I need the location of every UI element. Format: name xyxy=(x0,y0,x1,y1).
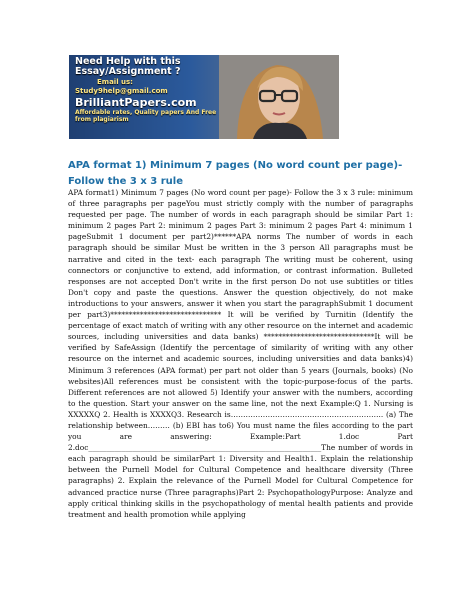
banner-email[interactable]: Study9help@gmail.com xyxy=(75,87,168,95)
banner-text xyxy=(75,57,225,123)
document-body xyxy=(68,187,413,520)
woman-with-glasses-photo xyxy=(219,55,339,139)
document-title: APA format 1) Minimum 7 pages (No word count per page)- Follow the 3 x 3 rule xyxy=(68,160,403,187)
body-paragraph: APA format1) Minimum 7 pages (No word count per page)- Follow the 3 x 3 rule: minimum of three paragraphs per pageYou must strictly comply with the number of paragraphs requested per page. The number of words in each paragraph should be similar Part 1: minimum 2 pages Part 2: minimum 2 pages Part 3: minimum 2 pages Part 4: minimum 1 pageSubmit 1 document per part2)******APA norms The number of words in each paragraph should be similar Must be written in the 3 person All paragraphs must be narrative and cited in the text- each paragraph The writing must be coherent, using connectors or conjunctive to extend, add information, or contrast information. Bulleted responses are not accepted Don't write in the first person Do not use subtitles or titles Don't copy and paste the questions. Answer the question objectively, do not make introductions to your answers, answer it when you start the paragraphSubmit 1 document per part3)****************************** It will be verified by Turnitin (Identify the percentage of exact match of writing with any other resource on the internet and academic sources, including universities and data banks) ******************************It will be verified by SafeAssign (Identify the percentage of similarity of writing with any other resource on the internet and academic sources, including universities and data banks)4) Minimum 3 references (APA format) per part not older than 5 years (Journals, books) (No websites)All references must be consistent with the topic-purpose-focus of the parts. Different references are not allowed 5) Identify your answer with the numbers, according to the question. Start your answer on the same line, not the next Example:Q 1. Nursing is XXXXXQ 2. Health is XXXXQ3. Research is…………………………………………………….. (a) The relationship between……… (b) EBI has to6) You must name the files according to the part you are answering: Example:Part 1.doc Part 2.doc_______________________________________________________________The number of words in each paragraph should be similarPart 1: Diversity and Health1. Explain the relationship between the Purnell Model for Cultural Competence and healthcare diversity (Three paragraphs) 2. Explain the relevance of the Purnell Model for Cultural Competence for advanced practice nurse (Three paragraphs)Part 2: PsychopathologyPurpose: Analyze and apply critical thinking skills in the psychopathology of mental health patients and provide treatment and health promotion while applying xyxy=(68,188,413,519)
ad-banner[interactable] xyxy=(69,55,339,139)
banner-email-label: Email us: xyxy=(97,78,133,86)
banner-headline: Need Help with this Essay/Assignment ? xyxy=(75,56,181,77)
banner-site[interactable]: BrilliantPapers.com xyxy=(75,96,197,109)
banner-tagline: Affordable rates, Quality papers And Free from plagiarism xyxy=(75,109,217,123)
